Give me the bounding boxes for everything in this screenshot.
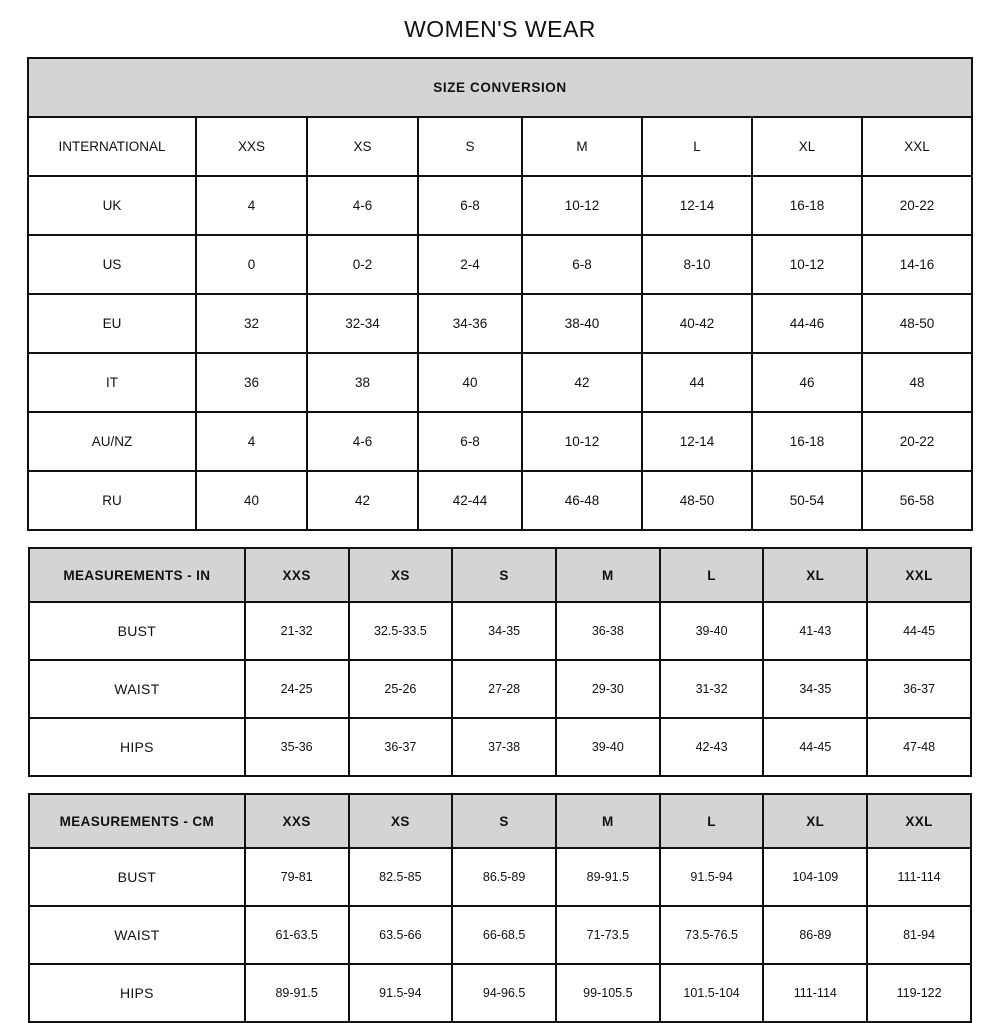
cell: 25-26 (349, 660, 453, 718)
cell: 10-12 (752, 235, 862, 294)
header-size-xxs: XXS (196, 117, 307, 176)
cell: 42 (307, 471, 418, 530)
cell: 27-28 (452, 660, 556, 718)
cell: 21-32 (245, 602, 349, 660)
table-row (28, 176, 972, 235)
cell: 48 (862, 353, 972, 412)
cell: 63.5-66 (349, 906, 453, 964)
row-label-uk: UK (28, 176, 196, 235)
table-header-row (29, 794, 971, 848)
cell: 16-18 (752, 176, 862, 235)
header-size-xxl: XXL (867, 548, 971, 602)
cell: 24-25 (245, 660, 349, 718)
header-size-xl: XL (763, 794, 867, 848)
header-size-xl: XL (763, 548, 867, 602)
cell: 0 (196, 235, 307, 294)
cell: 86.5-89 (452, 848, 556, 906)
cell: 46 (752, 353, 862, 412)
row-label-hips: HIPS (29, 718, 245, 776)
header-measurements-cm: MEASUREMENTS - CM (29, 794, 245, 848)
cell: 47-48 (867, 718, 971, 776)
cell: 66-68.5 (452, 906, 556, 964)
header-size-l: L (660, 794, 764, 848)
header-size-s: S (452, 794, 556, 848)
cell: 0-2 (307, 235, 418, 294)
cell: 94-96.5 (452, 964, 556, 1022)
row-label-waist: WAIST (29, 906, 245, 964)
cell: 39-40 (660, 602, 764, 660)
cell: 4-6 (307, 176, 418, 235)
cell: 119-122 (867, 964, 971, 1022)
page-title: WOMEN'S WEAR (404, 16, 596, 42)
table-row (28, 235, 972, 294)
cell: 29-30 (556, 660, 660, 718)
cell: 42 (522, 353, 642, 412)
cell: 6-8 (418, 412, 522, 471)
cell: 32 (196, 294, 307, 353)
cell: 81-94 (867, 906, 971, 964)
cell: 36 (196, 353, 307, 412)
cell: 46-48 (522, 471, 642, 530)
cell: 36-38 (556, 602, 660, 660)
cell: 2-4 (418, 235, 522, 294)
header-size-xl: XL (752, 117, 862, 176)
cell: 104-109 (763, 848, 867, 906)
row-label-us: US (28, 235, 196, 294)
cell: 4 (196, 176, 307, 235)
cell: 101.5-104 (660, 964, 764, 1022)
cell: 56-58 (862, 471, 972, 530)
cell: 36-37 (349, 718, 453, 776)
row-label-eu: EU (28, 294, 196, 353)
table-row (29, 964, 971, 1022)
table-row (28, 412, 972, 471)
cell: 34-36 (418, 294, 522, 353)
cell: 48-50 (862, 294, 972, 353)
cell: 37-38 (452, 718, 556, 776)
cell: 8-10 (642, 235, 752, 294)
cell: 14-16 (862, 235, 972, 294)
cell: 61-63.5 (245, 906, 349, 964)
size-conversion-table (27, 57, 973, 531)
cell: 82.5-85 (349, 848, 453, 906)
table-row (29, 848, 971, 906)
header-size-xs: XS (349, 548, 453, 602)
cell: 48-50 (642, 471, 752, 530)
cell: 16-18 (752, 412, 862, 471)
header-size-xxs: XXS (245, 548, 349, 602)
row-label-waist: WAIST (29, 660, 245, 718)
table-row (29, 718, 971, 776)
cell: 10-12 (522, 412, 642, 471)
header-size-l: L (642, 117, 752, 176)
cell: 42-43 (660, 718, 764, 776)
cell: 6-8 (522, 235, 642, 294)
header-size-l: L (660, 548, 764, 602)
cell: 79-81 (245, 848, 349, 906)
cell: 38-40 (522, 294, 642, 353)
table-row (28, 294, 972, 353)
cell: 40 (418, 353, 522, 412)
cell: 44-45 (867, 602, 971, 660)
header-size-xxs: XXS (245, 794, 349, 848)
size-conversion-banner: SIZE CONVERSION (28, 58, 972, 117)
cell: 4-6 (307, 412, 418, 471)
cell: 32.5-33.5 (349, 602, 453, 660)
cell: 34-35 (763, 660, 867, 718)
cell: 111-114 (867, 848, 971, 906)
cell: 32-34 (307, 294, 418, 353)
cell: 71-73.5 (556, 906, 660, 964)
cell: 10-12 (522, 176, 642, 235)
cell: 50-54 (752, 471, 862, 530)
header-international: INTERNATIONAL (28, 117, 196, 176)
header-size-xs: XS (349, 794, 453, 848)
header-size-s: S (418, 117, 522, 176)
header-size-xxl: XXL (867, 794, 971, 848)
measurements-inches-table (28, 547, 972, 777)
cell: 12-14 (642, 176, 752, 235)
row-label-it: IT (28, 353, 196, 412)
table-row (29, 660, 971, 718)
cell: 111-114 (763, 964, 867, 1022)
table-header-row (29, 548, 971, 602)
table-row (28, 353, 972, 412)
cell: 86-89 (763, 906, 867, 964)
cell: 6-8 (418, 176, 522, 235)
cell: 40 (196, 471, 307, 530)
cell: 44-46 (752, 294, 862, 353)
header-size-xxl: XXL (862, 117, 972, 176)
cell: 34-35 (452, 602, 556, 660)
cell: 99-105.5 (556, 964, 660, 1022)
measurements-cm-table (28, 793, 972, 1023)
cell: 38 (307, 353, 418, 412)
header-size-m: M (556, 794, 660, 848)
header-size-xs: XS (307, 117, 418, 176)
cell: 91.5-94 (660, 848, 764, 906)
row-label-hips: HIPS (29, 964, 245, 1022)
header-size-m: M (522, 117, 642, 176)
row-label-bust: BUST (29, 848, 245, 906)
cell: 31-32 (660, 660, 764, 718)
cell: 4 (196, 412, 307, 471)
table-header-row (28, 117, 972, 176)
table-banner-row (28, 58, 972, 117)
cell: 44-45 (763, 718, 867, 776)
cell: 35-36 (245, 718, 349, 776)
table-row (28, 471, 972, 530)
row-label-ru: RU (28, 471, 196, 530)
cell: 20-22 (862, 176, 972, 235)
cell: 41-43 (763, 602, 867, 660)
cell: 42-44 (418, 471, 522, 530)
cell: 36-37 (867, 660, 971, 718)
cell: 39-40 (556, 718, 660, 776)
cell: 12-14 (642, 412, 752, 471)
cell: 89-91.5 (556, 848, 660, 906)
row-label-aunz: AU/NZ (28, 412, 196, 471)
cell: 89-91.5 (245, 964, 349, 1022)
cell: 40-42 (642, 294, 752, 353)
row-label-bust: BUST (29, 602, 245, 660)
cell: 44 (642, 353, 752, 412)
header-size-s: S (452, 548, 556, 602)
cell: 91.5-94 (349, 964, 453, 1022)
table-row (29, 906, 971, 964)
cell: 73.5-76.5 (660, 906, 764, 964)
header-measurements-in: MEASUREMENTS - IN (29, 548, 245, 602)
table-row (29, 602, 971, 660)
cell: 20-22 (862, 412, 972, 471)
header-size-m: M (556, 548, 660, 602)
